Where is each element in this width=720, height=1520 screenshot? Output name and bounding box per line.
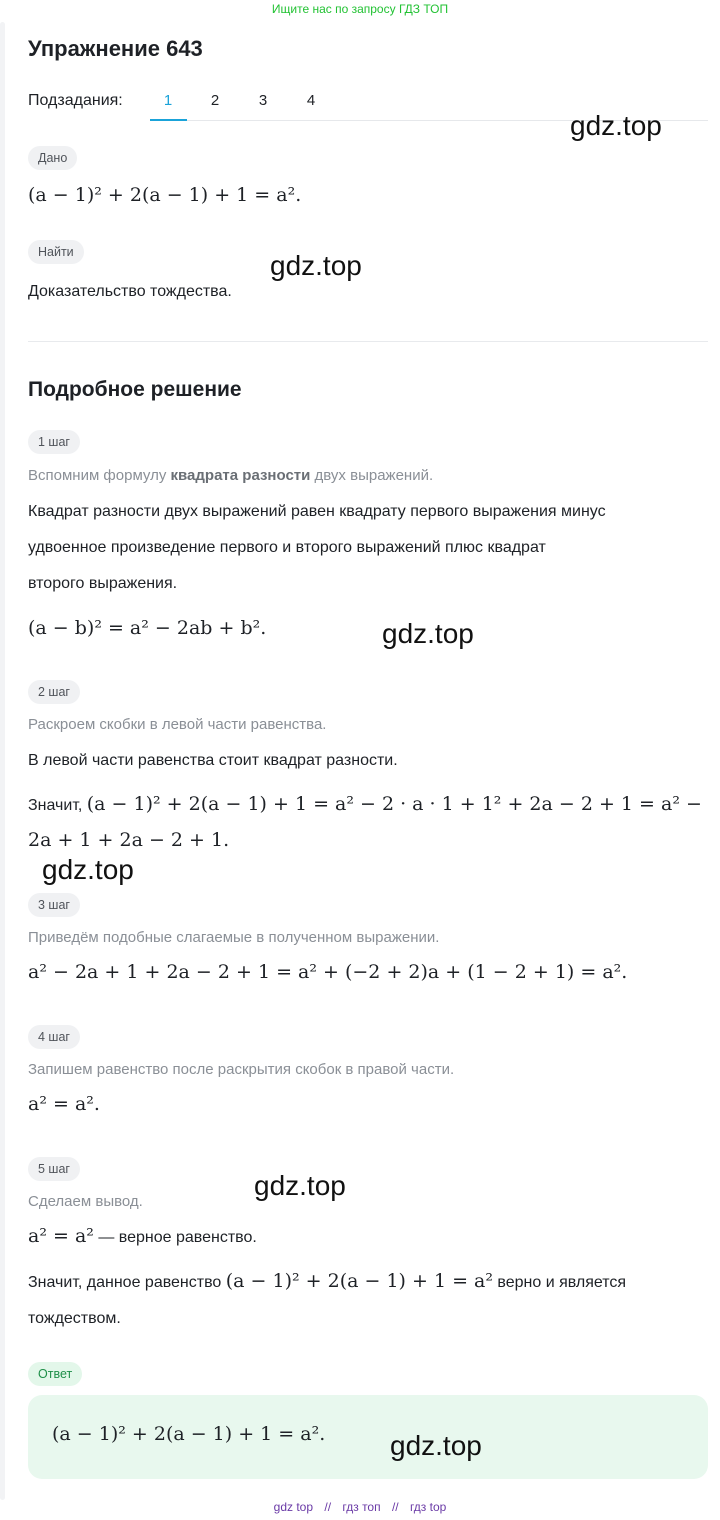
active-tab-underline	[150, 119, 187, 121]
top-banner[interactable]: Ищите нас по запросу ГДЗ ТОП	[271, 2, 449, 16]
find-badge: Найти	[28, 240, 84, 264]
step-1-text-line-2: удвоенное произведение первого и второго выражений плюс квадрат	[28, 539, 546, 556]
step-3-badge: 3 шаг	[28, 893, 80, 917]
left-rail	[0, 22, 5, 1500]
step-4-hint: Запишем равенство после раскрытия скобок в правой части.	[28, 1061, 455, 1078]
footer-link-gdz-top-ru[interactable]: гдз топ	[342, 1500, 381, 1514]
step-1-text-line-1: Квадрат разности двух выражений равен квадрату первого выражения минус	[28, 503, 606, 520]
step-4-badge: 4 шаг	[28, 1025, 80, 1049]
tab-subtask-4[interactable]: 4	[306, 92, 316, 109]
step-2-hint: Раскроем скобки в левой части равенства.	[28, 716, 327, 733]
step-5-line-1: a² = a² — верное равенство.	[28, 1225, 257, 1247]
step-5-line-3: тождеством.	[28, 1310, 121, 1327]
step-2-formula-line-1: (a − 1)² + 2(a − 1) + 1 = a² − 2 · a · 1 + 1² + 2a − 2 + 1 = a² −	[86, 793, 702, 815]
step-1-badge: 1 шаг	[28, 430, 80, 454]
watermark: gdz.top	[390, 1430, 482, 1461]
step-5-badge: 5 шаг	[28, 1157, 80, 1181]
step-2-formula-line-2: 2a + 1 + 2a − 2 + 1.	[28, 829, 230, 851]
watermark: gdz.top	[270, 250, 362, 281]
solution-title: Подробное решение	[28, 378, 242, 401]
step-5-hint: Сделаем вывод.	[28, 1193, 143, 1210]
footer-separator: //	[324, 1500, 332, 1514]
tab-subtask-2[interactable]: 2	[210, 92, 220, 109]
step-2-text: В левой части равенства стоит квадрат разности.	[28, 752, 398, 769]
step-1-hint-bold: квадрата разности	[170, 467, 311, 484]
page-title: Упражнение 643	[28, 36, 203, 61]
watermark: gdz.top	[570, 110, 662, 141]
footer-links	[0, 1500, 720, 1514]
watermark: gdz.top	[382, 618, 474, 649]
footer-separator: //	[391, 1500, 399, 1514]
step-3-hint: Приведём подобные слагаемые в полученном выражении.	[28, 929, 440, 946]
step-1-formula: (a − b)² = a² − 2ab + b².	[28, 617, 267, 639]
step-3-formula: a² − 2a + 1 + 2a − 2 + 1 = a² + (−2 + 2)a + (1 − 2 + 1) = a².	[28, 961, 628, 983]
watermark: gdz.top	[254, 1170, 346, 1201]
exercise-card	[28, 20, 708, 1490]
find-text: Доказательство тождества.	[28, 283, 232, 300]
step-2-badge: 2 шаг	[28, 680, 80, 704]
tab-subtask-1[interactable]: 1	[163, 92, 173, 109]
answer-box	[28, 1395, 708, 1479]
section-divider	[28, 341, 708, 342]
footer-link-gdz-top[interactable]: gdz top	[273, 1500, 314, 1514]
answer-formula: (a − 1)² + 2(a − 1) + 1 = a².	[52, 1423, 326, 1445]
subtasks-label: Подзадания:	[28, 92, 123, 109]
step-4-formula: a² = a².	[28, 1093, 100, 1115]
step-5-line-2: Значит, данное равенство (a − 1)² + 2(a − 1) + 1 = a² верно и является	[28, 1270, 627, 1292]
given-badge: Дано	[28, 146, 77, 170]
watermark: gdz.top	[42, 854, 134, 885]
step-2-conclusion: Значит, (a − 1)² + 2(a − 1) + 1 = a² − 2 · a · 1 + 1² + 2a − 2 + 1 = a² −	[28, 793, 702, 815]
step-1-hint: Вспомним формулу квадрата разности двух выражений.	[28, 467, 434, 484]
given-formula: (a − 1)² + 2(a − 1) + 1 = a².	[28, 184, 302, 206]
footer-link-gdz-top-mixed[interactable]: гдз top	[409, 1500, 447, 1514]
answer-badge: Ответ	[28, 1362, 82, 1386]
tab-subtask-3[interactable]: 3	[258, 92, 268, 109]
step-1-text-line-3: второго выражения.	[28, 575, 178, 592]
